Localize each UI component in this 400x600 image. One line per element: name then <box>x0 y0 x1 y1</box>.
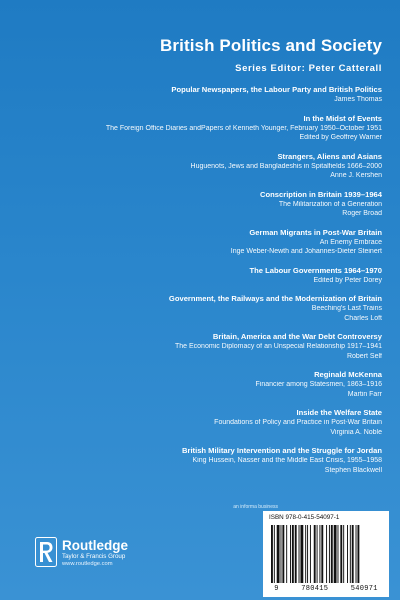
book-item <box>12 266 382 286</box>
book-author: Edited by Peter Dorey <box>313 276 382 284</box>
barcode-bar <box>295 525 297 583</box>
ean-digit-left: 780415 <box>301 585 329 593</box>
book-title: The Labour Governments 1964–1970 <box>249 265 382 275</box>
book-subtitle: King Hussein, Nasser and the Middle East Crisis, 1955–1958 <box>192 457 382 464</box>
book-item <box>12 228 382 257</box>
book-item <box>12 370 382 399</box>
book-list <box>12 85 382 484</box>
book-subtitle: Beeching's Last Trains <box>311 305 382 312</box>
barcode-bar <box>274 525 275 583</box>
barcode-bar <box>321 525 323 583</box>
barcode-bar <box>277 525 280 583</box>
publisher-url[interactable]: www.routledge.com <box>62 561 113 567</box>
barcode-bar <box>319 525 320 583</box>
barcode-bar <box>340 525 342 583</box>
isbn-label: ISBN 978-0-415-54097-1 <box>269 514 340 521</box>
book-title: Strangers, Aliens and Asians <box>277 151 382 161</box>
book-author: Inge Weber-Newth and Johannes-Dieter Steinert <box>230 248 382 255</box>
barcode-bar <box>305 525 306 583</box>
book-author: Charles Loft <box>344 314 382 322</box>
ean-digit-prefix: 9 <box>274 585 279 593</box>
book-item <box>12 446 382 475</box>
book-subtitle: The Foreign Office Diaries andPapers of Kenneth Younger, February 1950–October 1951 <box>105 124 382 132</box>
barcode-bar <box>286 525 287 583</box>
barcode-bar <box>292 525 294 583</box>
book-subtitle: Foundations of Policy and Practice in Post-War Britain <box>214 419 382 426</box>
barcode-bar <box>326 525 327 583</box>
barcode-bar <box>352 525 354 583</box>
publisher-name: Routledge <box>62 538 128 553</box>
book-item <box>12 114 382 143</box>
barcode-bar <box>314 525 316 583</box>
book-item <box>12 85 382 105</box>
barcode-bar <box>310 525 311 583</box>
book-item <box>12 294 382 323</box>
book-author: James Thomas <box>334 96 382 103</box>
barcode-bar <box>347 525 348 583</box>
book-title: Britain, America and the War Debt Controversy <box>212 332 382 341</box>
ean-digit-right: 540971 <box>350 585 378 593</box>
series-editor: Series Editor: Peter Catterall <box>235 63 382 74</box>
book-subtitle: An Enemy Embrace <box>319 238 382 246</box>
book-subtitle: The Militarization of a Generation <box>278 200 382 208</box>
barcode-bar <box>307 525 308 583</box>
book-subtitle: Financier among Statesmen, 1863–1916 <box>255 381 382 388</box>
barcode-bar <box>329 525 330 583</box>
book-item <box>12 152 382 181</box>
book-author: Martin Farr <box>347 390 382 398</box>
book-item <box>12 190 382 219</box>
series-title: British Politics and Society <box>160 36 382 55</box>
isbn-barcode <box>263 511 389 597</box>
book-author: Roger Broad <box>342 210 382 217</box>
book-title: Popular Newspapers, the Labour Party and British Politics <box>171 85 382 94</box>
barcode-bar <box>300 525 303 583</box>
publisher-group: Taylor & Francis Group <box>62 553 126 560</box>
informa-tagline: an informa business <box>233 504 278 510</box>
book-author: Anne J. Kershen <box>330 172 382 179</box>
barcode-bar <box>317 525 318 583</box>
barcode-bar <box>343 525 344 583</box>
book-title: Conscription in Britain 1939–1964 <box>260 189 382 199</box>
book-author: Edited by Geoffrey Warner <box>299 134 382 141</box>
barcode-bar <box>290 525 291 583</box>
book-title: Inside the Welfare State <box>296 408 382 417</box>
barcode-bar <box>350 525 351 583</box>
book-subtitle: Huguenots, Jews and Bangladeshis in Spitalfields 1666–2000 <box>190 162 382 170</box>
publisher-block <box>62 539 128 568</box>
book-title: British Military Intervention and the Struggle for Jordan <box>182 446 382 455</box>
ean-digits <box>263 585 389 593</box>
book-author: Stephen Blackwell <box>324 466 382 474</box>
barcode-bar <box>334 525 337 583</box>
book-title: In the Midst of Events <box>303 113 382 123</box>
book-subtitle: The Economic Diplomacy of an Unspecial Relationship 1917–1941 <box>174 343 382 350</box>
barcode-bar <box>281 525 282 583</box>
barcode-bar <box>338 525 339 583</box>
barcode-bar <box>299 525 300 583</box>
book-item <box>12 408 382 437</box>
barcode-bar <box>282 525 284 583</box>
barcode-bar <box>356 525 357 583</box>
book-author: Virginia A. Noble <box>330 428 382 436</box>
barcode-bar <box>357 525 359 583</box>
book-item <box>12 332 382 361</box>
barcode-bars <box>267 525 385 585</box>
book-title: Reginald McKenna <box>314 370 382 379</box>
book-title: German Migrants in Post-War Britain <box>249 227 382 237</box>
barcode-bar <box>331 525 333 583</box>
book-title: Government, the Railways and the Modernization of Britain <box>168 294 382 303</box>
book-author: Robert Self <box>346 352 382 360</box>
routledge-r-logo-icon <box>35 537 57 567</box>
barcode-bar <box>271 525 273 583</box>
